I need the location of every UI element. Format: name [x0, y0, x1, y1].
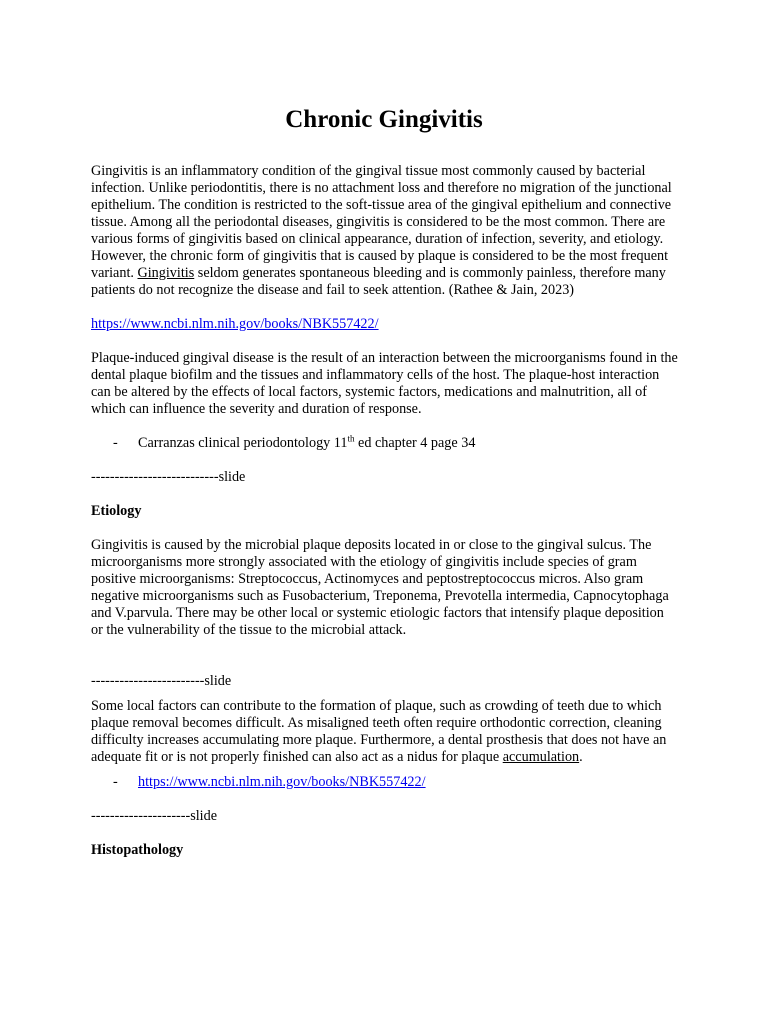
reference1-after: ed chapter 4 page 34: [354, 435, 476, 451]
spacer: [91, 639, 678, 673]
reference1-before: Carranzas clinical periodontology 11: [138, 435, 348, 451]
ncbi-link-2[interactable]: https://www.ncbi.nlm.nih.gov/books/NBK557422/: [138, 774, 426, 790]
etiology-paragraph: Gingivitis is caused by the microbial plaque deposits located in or close to the gingival sulcus. The microorganisms more strongly associated with the etiology of gingivitis include species of gram positive microorganisms: Streptococcus, Actinomyces and peptostreptococcus micros. Also gram negative microorganisms such as Fusobacterium, Treponema, Prevotella intermedia, Capnocytophaga and V.parvula. There may be other local or systemic etiologic factors that intensify plaque deposition or the vulnerability of the tissue to the microbial attack.: [91, 537, 669, 638]
spacer: [91, 791, 678, 808]
local-factors-paragraph: [91, 698, 678, 766]
intro-paragraph: [91, 163, 678, 299]
intro-text-before: Gingivitis is an inflammatory condition of the gingival tissue most commonly caused by bacterial infection. Unlike periodontitis, there is no attachment loss and therefore no migration of the junctional epithelium. The condition is restricted to the soft-tissue area of the gingival epithelium and connective tissue. Among all the periodontal diseases, gingivitis is considered to be the most common. There are various forms of gingivitis based on clinical appearance, duration of infection, severity, and etiology. However, the chronic form of gingivitis that is caused by plaque is considered to be the most frequent variant.: [91, 163, 672, 281]
spacer: [91, 333, 678, 350]
bullet-dash: -: [113, 774, 118, 790]
reference-bullet-1: [91, 435, 678, 452]
reference-text-1: [138, 435, 475, 452]
spacer: [91, 452, 678, 469]
link-paragraph: [91, 316, 678, 333]
reference-bullet-2: [91, 774, 678, 791]
reference1-superscript: th: [347, 433, 355, 444]
document-title: Chronic Gingivitis: [285, 106, 483, 133]
spacer: [91, 299, 678, 316]
document-body: [91, 163, 678, 859]
bullet-dash: -: [113, 435, 118, 451]
spacer: [91, 825, 678, 842]
spacer: [91, 486, 678, 503]
local-factors-underlined-word: accumulation: [502, 749, 580, 765]
ncbi-link-1[interactable]: https://www.ncbi.nlm.nih.gov/books/NBK557422/: [91, 316, 379, 332]
histopathology-heading: Histopathology: [91, 842, 184, 858]
slide-marker-2: ------------------------slide: [91, 673, 232, 689]
spacer: [91, 418, 678, 435]
plaque-paragraph: Plaque-induced gingival disease is the result of an interaction between the microorganisms found in the dental plaque biofilm and the tissues and inflammatory cells of the host. The plaque-host interaction can be altered by the effects of local factors, systemic factors, medications and malnutrition, all of which can influence the severity and duration of response.: [91, 350, 678, 417]
slide-marker-1: ---------------------------slide: [91, 469, 246, 485]
intro-text-after: seldom generates spontaneous bleeding and is commonly painless, therefore many patients do not recognize the disease and fail to seek attention. (Rathee & Jain, 2023): [91, 265, 666, 298]
etiology-heading: Etiology: [91, 503, 142, 519]
spacer: [91, 520, 678, 537]
local-factors-text-after: .: [579, 749, 583, 765]
intro-underlined-word: Gingivitis: [137, 265, 195, 281]
spacer: [91, 690, 678, 698]
local-factors-text-before: Some local factors can contribute to the formation of plaque, such as crowding of teeth due to which plaque removal becomes difficult. As misaligned teeth often require orthodontic correction, cleaning difficulty increases accumulating more plaque. Furthermore, a dental prosthesis that does not have an adequate fit or is not properly finished can also act as a nidus for plaque: [91, 698, 667, 765]
slide-marker-3: ---------------------slide: [91, 808, 218, 824]
spacer: [91, 766, 678, 774]
